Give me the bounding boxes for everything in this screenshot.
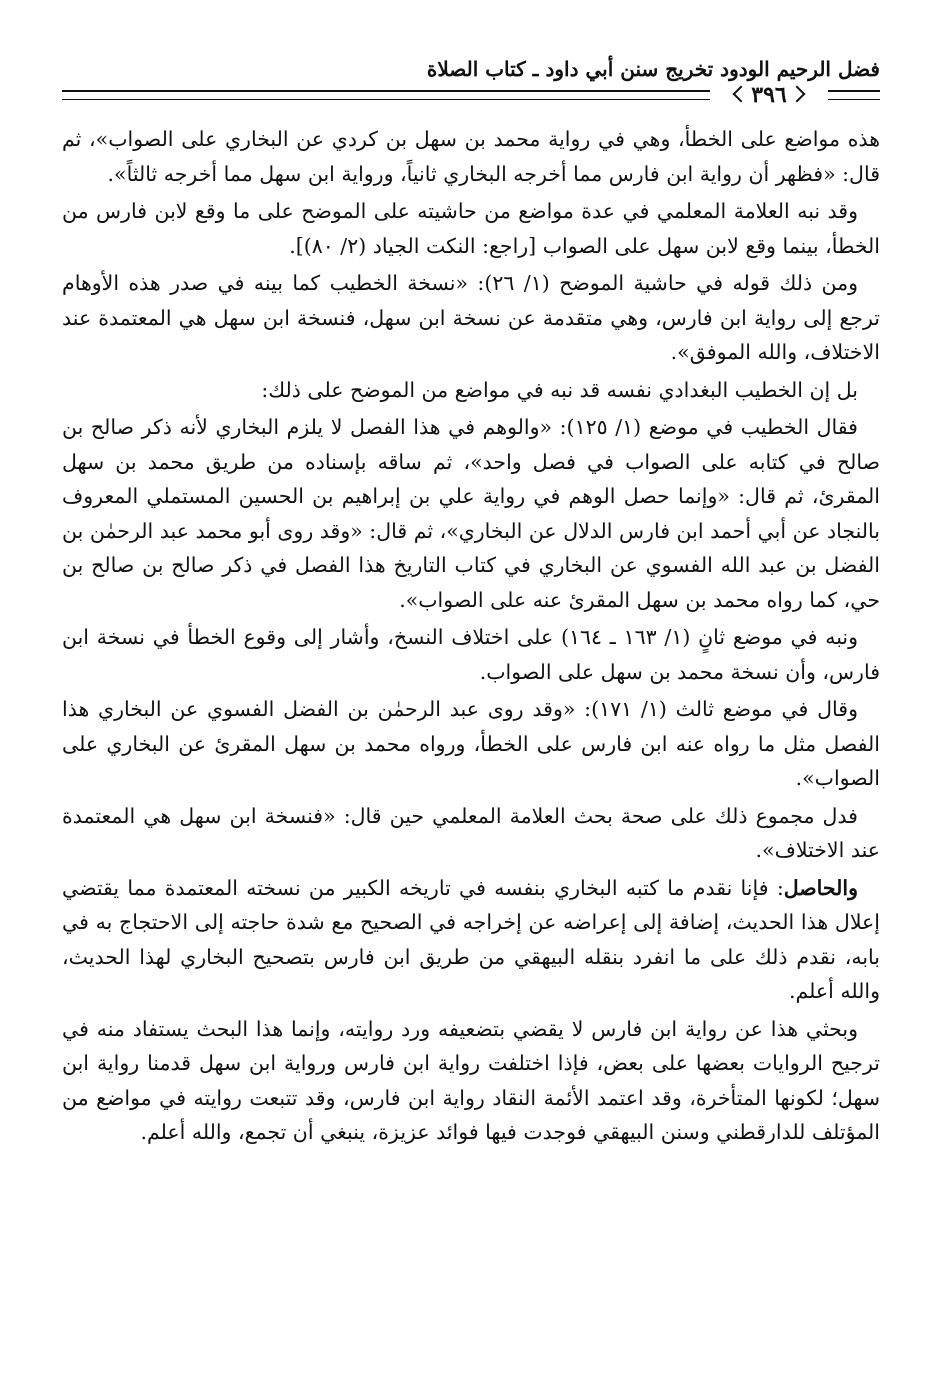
paragraph-text: هذه مواضع على الخطأ، وهي في رواية محمد بن سهل بن كردي عن البخاري على الصواب»، ثم قال: «فظهر أن رواية ابن فارس مما أخرجه البخاري ثانياً، ورواية ابن سهل مما أخرجه ثالثاً». xyxy=(62,127,880,186)
paragraph xyxy=(62,373,880,408)
paragraph-text: وقد نبه العلامة المعلمي في عدة مواضع من حاشيته على الموضح على ما وقع لابن فارس من الخطأ، بينما وقع لابن سهل على الصواب [راجع: النكت الجياد (٢/ ٨٠)]. xyxy=(62,199,880,258)
paragraph-text: وقال في موضع ثالث (١/ ١٧١): «وقد روى عبد الرحمٰن بن الفضل الفسوي عن البخاري هذا الفصل مثل ما رواه عنه ابن فارس على الخطأ، ورواه محمد بن سهل المقرئ عن البخاري على الصواب». xyxy=(62,697,880,790)
running-header xyxy=(62,52,880,86)
paragraph xyxy=(62,620,880,689)
paragraph-text: فقال الخطيب في موضع (١/ ١٢٥): «والوهم في هذا الفصل لا يلزم البخاري لأنه ذكر صالح بن صالح في كتابه على الصواب في فصل واحد»، ثم ساقه بإسناده من طريق محمد بن سهل المقرئ، ثم قال: «وإنما حصل الوهم في رواية علي بن إبراهيم بن الحسين المستملي المعروف بالنجاد عن أبي أحمد ابن فارس الدلال عن البخاري»، ثم قال: «وقد روى أبو محمد عبد الرحمٰن بن الفضل بن عبد الله الفسوي عن البخاري في كتاب التاريخ هذا الفصل في ذكر صالح بن صالح بن حي، كما رواه محمد بن سهل المقرئ عنه على الصواب». xyxy=(62,415,880,612)
paragraph xyxy=(62,799,880,868)
paragraph xyxy=(62,122,880,191)
paragraph-text: وبحثي هذا عن رواية ابن فارس لا يقضي بتضعيفه ورد روايته، وإنما هذا البحث يستفاد منه في ترجيح الروايات بعضها على بعض، فإذا اختلفت رواية ابن فارس ورواية ابن سهل قدمنا رواية ابن سهل؛ لكونها المتأخرة، وقد اعتمد الأئمة النقاد رواية ابن فارس، وقد تتبعت روايته في مواضع من المؤتلف للدارقطني وسنن البيهقي فوجدت فيها فوائد عزيزة، ينبغي أن تجمع، والله أعلم. xyxy=(62,1016,880,1144)
paragraph-text: فدل مجموع ذلك على صحة بحث العلامة المعلمي حين قال: «فنسخة ابن سهل هي المعتمدة عند الاختلاف». xyxy=(62,803,880,862)
paragraph xyxy=(62,194,880,263)
header-rule-line-right xyxy=(828,90,880,100)
paragraph xyxy=(62,1012,880,1150)
paragraph xyxy=(62,266,880,370)
paragraph-text: بل إن الخطيب البغدادي نفسه قد نبه في مواضع من الموضح على ذلك: xyxy=(261,377,858,402)
body-text xyxy=(62,122,880,1153)
paragraph xyxy=(62,410,880,617)
paragraph-text: ونبه في موضع ثانٍ (١/ ١٦٣ ـ ١٦٤) على اختلاف النسخ، وأشار إلى وقوع الخطأ في نسخة ابن فارس، وأن نسخة محمد بن سهل على الصواب. xyxy=(62,625,880,684)
paragraph-text: : فإنا نقدم ما كتبه البخاري بنفسه في تاريخه الكبير من نسخته المعتمدة مما يقتضي إعلال هذا الحديث، إضافة إلى إعراضه عن إخراجه في الصحيح مع شدة حاجته إلى الاحتجاج به في بابه، نقدم ذلك على ما انفرد بنقله البيهقي من طريق ابن فارس بتصحيح البخاري لهذا الحديث، والله أعلم. xyxy=(62,875,880,1003)
header-rule-line-left xyxy=(62,90,710,100)
page-number-ornament xyxy=(710,83,828,107)
page-number: ٣٩٦ xyxy=(743,83,794,107)
paragraph xyxy=(62,692,880,796)
header-rule xyxy=(62,82,880,108)
paragraph-text: ومن ذلك قوله في حاشية الموضح (١/ ٢٦): «نسخة الخطيب كما بينه في صدر هذه الأوهام ترجع إلى رواية ابن فارس، وهي متقدمة عن نسخة ابن سهل، فنسخة ابن سهل هي المعتمدة عند الاختلاف، والله الموفق». xyxy=(62,271,880,364)
paragraph-lead-word: والحاصل xyxy=(783,875,858,900)
paragraph xyxy=(62,871,880,1009)
running-title: فضل الرحيم الودود تخريج سنن أبي داود ـ كتاب الصلاة xyxy=(426,57,880,81)
